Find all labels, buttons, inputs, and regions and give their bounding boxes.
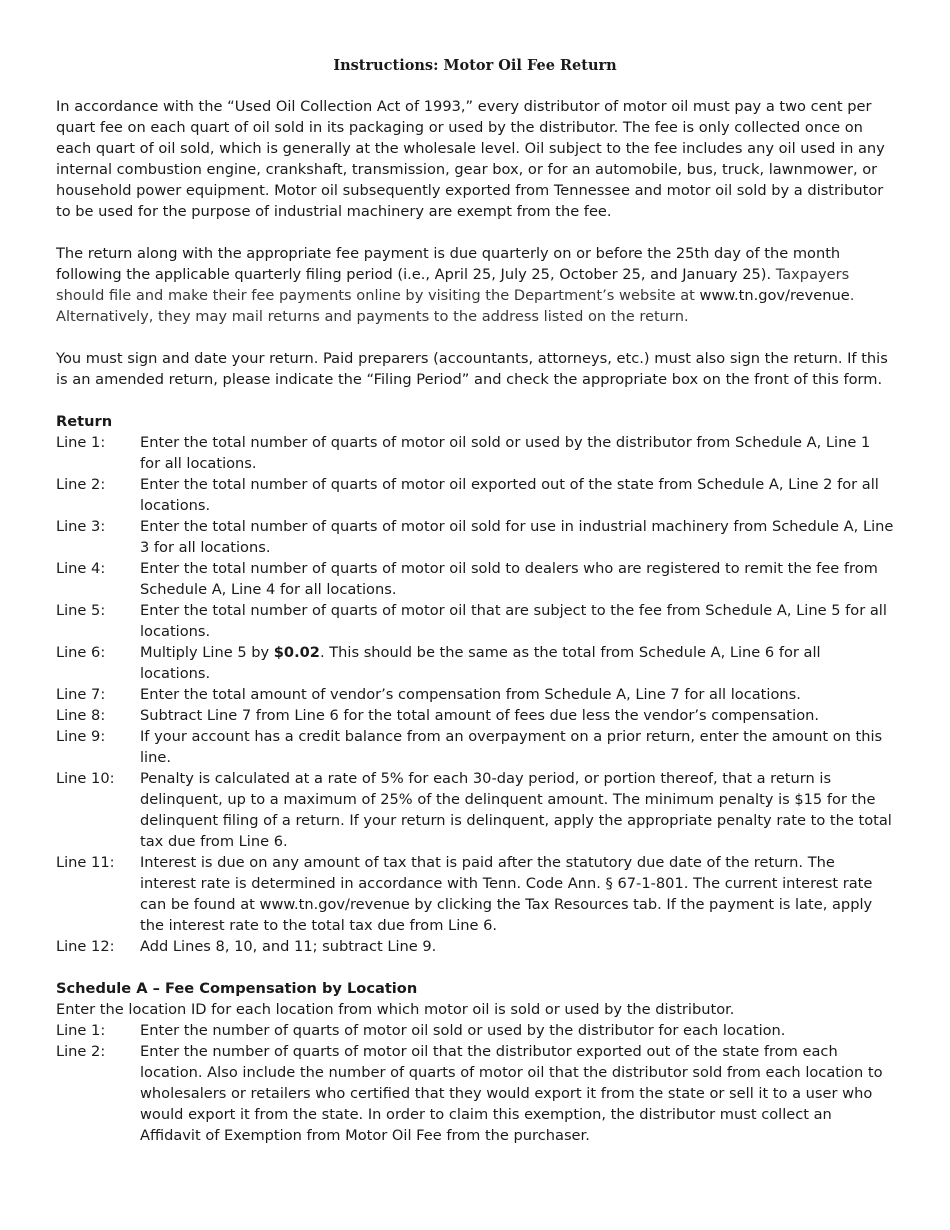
return-line-item [56,474,894,516]
revenue-website-link[interactable]: www.tn.gov/revenue [699,287,850,304]
due-date-text: The return along with the appropriate fee payment is due quarterly on or before the 25th day of the month following the applicable quarterly filing period (i.e., April 25, July 25, October 25, and January 25). [56,245,841,283]
return-section-heading: Return [56,413,113,430]
line-label: Line 8: [56,707,106,724]
return-line-item [56,558,894,600]
return-line-list [56,432,894,957]
line-instruction: Subtract Line 7 from Line 6 for the total amount of fees due less the vendor’s compensation. [140,707,820,724]
line-label: Line 11: [56,854,115,871]
return-line-item [56,726,894,768]
line-label: Line 5: [56,602,106,619]
return-line-item [56,684,894,705]
line-instruction: Enter the total number of quarts of motor oil exported out of the state from Schedule A, Line 2 for all locations. [140,476,879,514]
line-6-text-end: . This should be the same as the total from Schedule A, Line 6 for all locations. [140,644,821,682]
schedule-a-intro: Enter the location ID for each location from which motor oil is sold or used by the distributor. [56,1001,735,1018]
line-label: Line 2: [56,476,106,493]
line-label: Line 12: [56,938,115,955]
line-label: Line 7: [56,686,106,703]
line-instruction: Add Lines 8, 10, and 11; subtract Line 9. [140,938,437,955]
line-instruction: Interest is due on any amount of tax that is paid after the statutory due date of the return. The interest rate is determined in accordance with Tenn. Code Ann. § 67-1-801. The current interest rate can be found at www.tn.gov/revenue by clicking the Tax Resources tab. If the payment is late, apply the interest rate to the total tax due from Line 6. [140,854,873,934]
line-instruction: Enter the total amount of vendor’s compensation from Schedule A, Line 7 for all locations. [140,686,801,703]
line-label: Line 2: [56,1043,106,1060]
line-label: Line 6: [56,644,106,661]
online-filing-text: Taxpayers should file and make their fee payments online by visiting the Department’s website at [56,266,850,304]
return-line-item [56,852,894,936]
line-label: Line 1: [56,1022,106,1039]
page-title: Instructions: Motor Oil Fee Return [333,57,617,74]
intro-paragraph-signature: You must sign and date your return. Paid preparers (accountants, attorneys, etc.) must also sign the return. If this is an amended return, please indicate the “Filing Period” and check the appropriate box on the front of this form. [56,350,888,388]
return-line-item [56,432,894,474]
line-instruction: Enter the number of quarts of motor oil sold or used by the distributor for each location. [140,1022,786,1039]
line-label: Line 9: [56,728,106,745]
line-instruction: Penalty is calculated at a rate of 5% for each 30-day period, or portion thereof, that a return is delinquent, up to a maximum of 25% of the delinquent amount. The minimum penalty is $15 for the delinquent filing of a return. If your return is delinquent, apply the appropriate penalty rate to the total tax due from Line 6. [140,770,892,850]
fee-rate-value: $0.02 [273,644,320,661]
line-instruction: If your account has a credit balance from an overpayment on a prior return, enter the amount on this line. [140,728,883,766]
line-6-text-start: Multiply Line 5 by [140,644,274,661]
return-line-item [56,768,894,852]
line-instruction: Enter the total number of quarts of motor oil sold or used by the distributor from Schedule A, Line 1 for all locations. [140,434,871,472]
return-line-item [56,600,894,642]
line-instruction [140,642,894,684]
return-line-item [56,642,894,684]
line-label: Line 10: [56,770,115,787]
return-line-item [56,936,894,957]
schedule-a-line-item [56,1020,894,1041]
return-line-item [56,705,894,726]
intro-paragraph-fee: In accordance with the “Used Oil Collection Act of 1993,” every distributor of motor oil must pay a two cent per quart fee on each quart of oil sold in its packaging or used by the distributor. The fee is only collected once on each quart of oil sold, which is generally at the wholesale level. Oil subject to the fee includes any oil used in any internal combustion engine, crankshaft, transmission, gear box, or for an automobile, bus, truck, lawnmower, or household power equipment. Motor oil subsequently exported from Tennessee and motor oil sold by a distributor to be used for the purpose of industrial machinery are exempt from the fee. [56,98,885,220]
line-label: Line 3: [56,518,106,535]
line-instruction: Enter the total number of quarts of motor oil sold for use in industrial machinery from Schedule A, Line 3 for all locations. [140,518,894,556]
return-line-item [56,516,894,558]
schedule-a-line-list [56,1020,894,1146]
mail-option-text: . Alternatively, they may mail returns and payments to the address listed on the return. [56,287,855,325]
line-instruction: Enter the total number of quarts of motor oil that are subject to the fee from Schedule A, Line 5 for all locations. [140,602,887,640]
schedule-a-line-item [56,1041,894,1146]
line-label: Line 1: [56,434,106,451]
line-label: Line 4: [56,560,106,577]
line-instruction: Enter the total number of quarts of motor oil sold to dealers who are registered to remit the fee from Schedule A, Line 4 for all locations. [140,560,878,598]
intro-paragraph-due-date [56,243,894,327]
line-instruction: Enter the number of quarts of motor oil that the distributor exported out of the state from each location. Also include the number of quarts of motor oil that the distributor sold from each location to wholesalers or retailers who certified that they would export it from the state or sell it to a user who would export it from the state. In order to claim this exemption, the distributor must collect an Affidavit of Exemption from Motor Oil Fee from the purchaser. [140,1043,883,1144]
section-spacer [56,957,894,978]
schedule-a-heading: Schedule A – Fee Compensation by Location [56,980,418,997]
